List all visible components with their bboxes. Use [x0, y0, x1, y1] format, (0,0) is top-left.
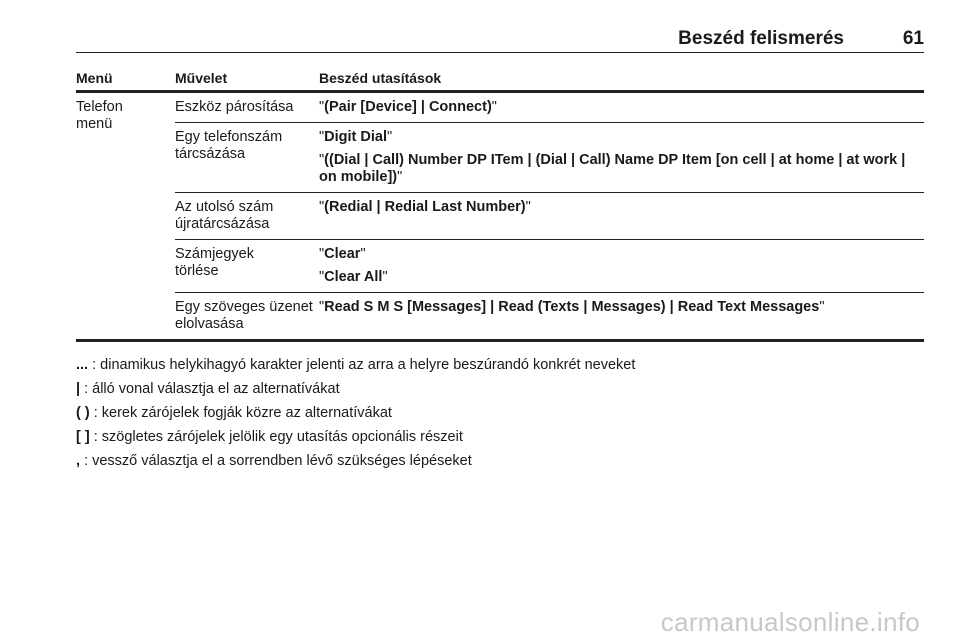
legend-symbol: , — [76, 453, 81, 469]
legend-note — [76, 404, 924, 422]
legend-note — [76, 380, 924, 398]
action-cell — [175, 123, 319, 193]
command-cell — [319, 293, 924, 341]
table-row — [76, 240, 924, 293]
command-text: (Redial | Redial Last Number) — [324, 199, 526, 215]
command-text: Clear — [324, 246, 361, 262]
action-cell — [175, 293, 319, 341]
command-line: "(Pair [Device] | Connect)" — [319, 99, 497, 115]
legend-symbol: | — [76, 381, 81, 397]
command-text: Clear All — [324, 269, 383, 285]
legend-text: : álló vonal választja el az alternatívákat — [84, 381, 340, 397]
command-line: "Clear" — [319, 246, 366, 262]
command-cell — [319, 240, 924, 293]
legend-text: : vessző választja el a sorrendben lévő szükséges lépéseket — [84, 453, 472, 469]
column-header-action: Művelet — [175, 67, 319, 92]
command-text: Read S M S [Messages] | Read (Texts | Messages) | Read Text Messages — [324, 299, 820, 315]
legend-notes — [76, 356, 924, 470]
command-line: "Clear All" — [319, 269, 388, 285]
command-cell — [319, 193, 924, 240]
table-row — [76, 193, 924, 240]
command-line: "(Redial | Redial Last Number)" — [319, 199, 531, 215]
legend-note — [76, 452, 924, 470]
menu-label: Telefon menü — [76, 99, 123, 132]
table-row — [76, 92, 924, 123]
command-text: (Pair [Device] | Connect) — [324, 99, 492, 115]
command-line: "Digit Dial" — [319, 129, 393, 145]
action-cell — [175, 240, 319, 293]
action-cell — [175, 193, 319, 240]
command-cell — [319, 123, 924, 193]
action-text: Számjegyek törlése — [175, 246, 254, 279]
manual-page — [76, 0, 924, 476]
legend-note — [76, 356, 924, 374]
action-text: Egy telefonszám tárcsázása — [175, 129, 283, 162]
page-header — [76, 0, 924, 53]
legend-symbol: ... — [76, 357, 89, 373]
legend-text: : dinamikus helykihagyó karakter jelenti az arra a helyre beszúrandó konkrét neveket — [92, 357, 636, 373]
action-cell: Eszköz párosítása — [175, 92, 319, 123]
menu-cell — [76, 92, 175, 341]
page-number: 61 — [902, 28, 924, 49]
table-header-row — [76, 67, 924, 92]
voice-command-table — [76, 67, 924, 342]
column-header-commands: Beszéd utasítások — [319, 67, 924, 92]
command-text: ((Dial | Call) Number DP ITem | (Dial | Call) Name DP Item [on cell | at home | at work | on mobile]) — [319, 152, 906, 185]
command-line: "((Dial | Call) Number DP ITem | (Dial | Call) Name DP Item [on cell | at home | at work | on mobile])" — [319, 152, 906, 185]
watermark: carmanualsonline.info — [660, 607, 920, 637]
legend-text: : kerek zárójelek fogják közre az alternatívákat — [93, 405, 392, 421]
command-cell — [319, 92, 924, 123]
column-header-menu: Menü — [76, 67, 175, 92]
command-line: "Read S M S [Messages] | Read (Texts | Messages) | Read Text Messages" — [319, 299, 825, 315]
legend-symbol: [ ] — [76, 429, 90, 445]
legend-note — [76, 428, 924, 446]
command-text: Digit Dial — [324, 129, 387, 145]
legend-text: : szögletes zárójelek jelölik egy utasítás opcionális részeit — [93, 429, 463, 445]
action-text: Az utolsó szám újratárcsázása — [175, 199, 274, 232]
page-title: Beszéd felismerés — [678, 28, 844, 49]
table-row — [76, 123, 924, 193]
action-text: Egy szöveges üzenet elolvasása — [175, 299, 313, 332]
legend-symbol: ( ) — [76, 405, 90, 421]
table-row — [76, 293, 924, 341]
